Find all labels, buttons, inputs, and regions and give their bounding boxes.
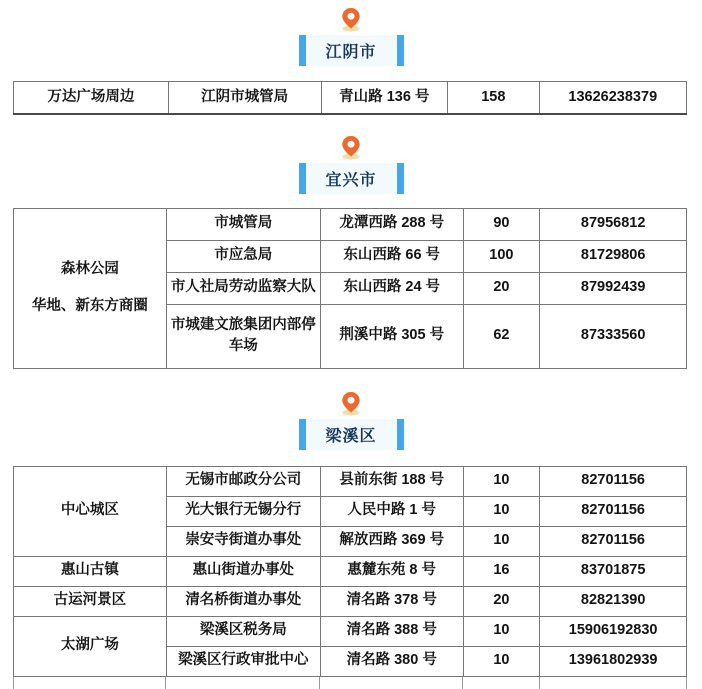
cell-phone: 82701156 xyxy=(540,466,687,496)
table-liangxi xyxy=(13,466,687,677)
cell-unit: 市城建文旅集团内部停车场 xyxy=(166,304,320,368)
cell-address: 青山路 136 号 xyxy=(321,82,448,114)
cell-area: 惠山古镇 xyxy=(14,556,167,586)
cell-area: 古运河景区 xyxy=(14,586,167,616)
cell-unit: 崇安寺街道办事处 xyxy=(166,526,320,556)
cell-phone: 87956812 xyxy=(540,208,687,240)
table-row xyxy=(14,616,687,646)
cell-count: 10 xyxy=(463,496,540,526)
cell-address: 东山西路 24 号 xyxy=(320,272,463,304)
cell-unit: 梁溪区税务局 xyxy=(166,616,320,646)
cell-address: 人民中路 1 号 xyxy=(320,496,463,526)
cell-count: 10 xyxy=(463,616,540,646)
city-badge xyxy=(299,419,404,450)
cutoff-cell xyxy=(13,677,166,689)
cell-area-merged: 太湖广场 xyxy=(14,616,167,676)
cell-unit: 惠山街道办事处 xyxy=(166,556,320,586)
table-row xyxy=(14,208,687,240)
cell-count: 20 xyxy=(463,586,540,616)
area-line-2: 华地、新东方商圈 xyxy=(31,298,148,314)
cutoff-cell xyxy=(320,677,463,689)
cell-address: 解放西路 369 号 xyxy=(320,526,463,556)
location-pin-icon xyxy=(0,390,702,416)
cell-phone: 82701156 xyxy=(540,526,687,556)
location-pin-icon xyxy=(0,6,702,32)
cell-count: 10 xyxy=(463,646,540,676)
cell-count: 62 xyxy=(463,304,540,368)
area-gap xyxy=(18,278,162,298)
section-header-jiangyin xyxy=(0,0,702,66)
city-badge xyxy=(299,35,404,66)
cell-phone: 15906192830 xyxy=(540,616,687,646)
city-name: 江阴市 xyxy=(325,44,377,61)
cell-phone: 81729806 xyxy=(540,240,687,272)
table-row xyxy=(14,82,687,114)
section-header-liangxi xyxy=(0,390,702,450)
city-name: 梁溪区 xyxy=(325,427,377,445)
cell-address: 荆溪中路 305 号 xyxy=(320,304,463,368)
cell-address: 县前东街 188 号 xyxy=(320,466,463,496)
cell-unit: 江阴市城管局 xyxy=(168,82,321,114)
section-header-yixing xyxy=(0,134,702,194)
cutoff-next-row xyxy=(13,677,687,689)
cell-phone: 87333560 xyxy=(540,304,687,368)
cutoff-cell xyxy=(166,677,320,689)
cell-unit: 市应急局 xyxy=(166,240,320,272)
cell-count: 10 xyxy=(463,526,540,556)
cell-unit: 清名桥街道办事处 xyxy=(166,586,320,616)
cell-count: 90 xyxy=(463,208,540,240)
cell-phone: 83701875 xyxy=(540,556,687,586)
cell-address: 龙潭西路 288 号 xyxy=(320,208,463,240)
cell-count: 100 xyxy=(463,240,540,272)
cell-unit: 无锡市邮政分公司 xyxy=(166,466,320,496)
table-row xyxy=(14,466,687,496)
table-yixing xyxy=(13,208,687,369)
cell-area: 万达广场周边 xyxy=(14,82,169,114)
cutoff-cell xyxy=(463,677,540,689)
cell-count: 20 xyxy=(463,272,540,304)
cell-unit: 梁溪区行政审批中心 xyxy=(166,646,320,676)
cell-count: 16 xyxy=(463,556,540,586)
city-badge xyxy=(299,163,404,194)
cell-address: 清名路 378 号 xyxy=(320,586,463,616)
cell-unit: 市城管局 xyxy=(166,208,320,240)
cell-unit: 光大银行无锡分行 xyxy=(166,496,320,526)
location-pin-icon xyxy=(0,134,702,160)
table-jiangyin xyxy=(13,81,687,115)
cell-area-merged xyxy=(14,208,167,368)
cell-unit: 市人社局劳动监察大队 xyxy=(166,272,320,304)
table-row xyxy=(14,586,687,616)
cell-address: 东山西路 66 号 xyxy=(320,240,463,272)
cell-count: 10 xyxy=(463,466,540,496)
cell-address: 清名路 380 号 xyxy=(320,646,463,676)
cell-area-merged: 中心城区 xyxy=(14,466,167,556)
cell-phone: 82701156 xyxy=(540,496,687,526)
cell-phone: 13961802939 xyxy=(540,646,687,676)
cell-address: 惠麓东苑 8 号 xyxy=(320,556,463,586)
cutoff-cell xyxy=(540,677,687,689)
city-name: 宜兴市 xyxy=(325,171,377,189)
area-line-1: 森林公园 xyxy=(60,260,119,277)
cell-phone: 13626238379 xyxy=(539,82,686,114)
cell-phone: 87992439 xyxy=(540,272,687,304)
cell-phone: 82821390 xyxy=(540,586,687,616)
table-row xyxy=(14,556,687,586)
cell-count: 158 xyxy=(448,82,540,114)
cell-address: 清名路 388 号 xyxy=(320,616,463,646)
